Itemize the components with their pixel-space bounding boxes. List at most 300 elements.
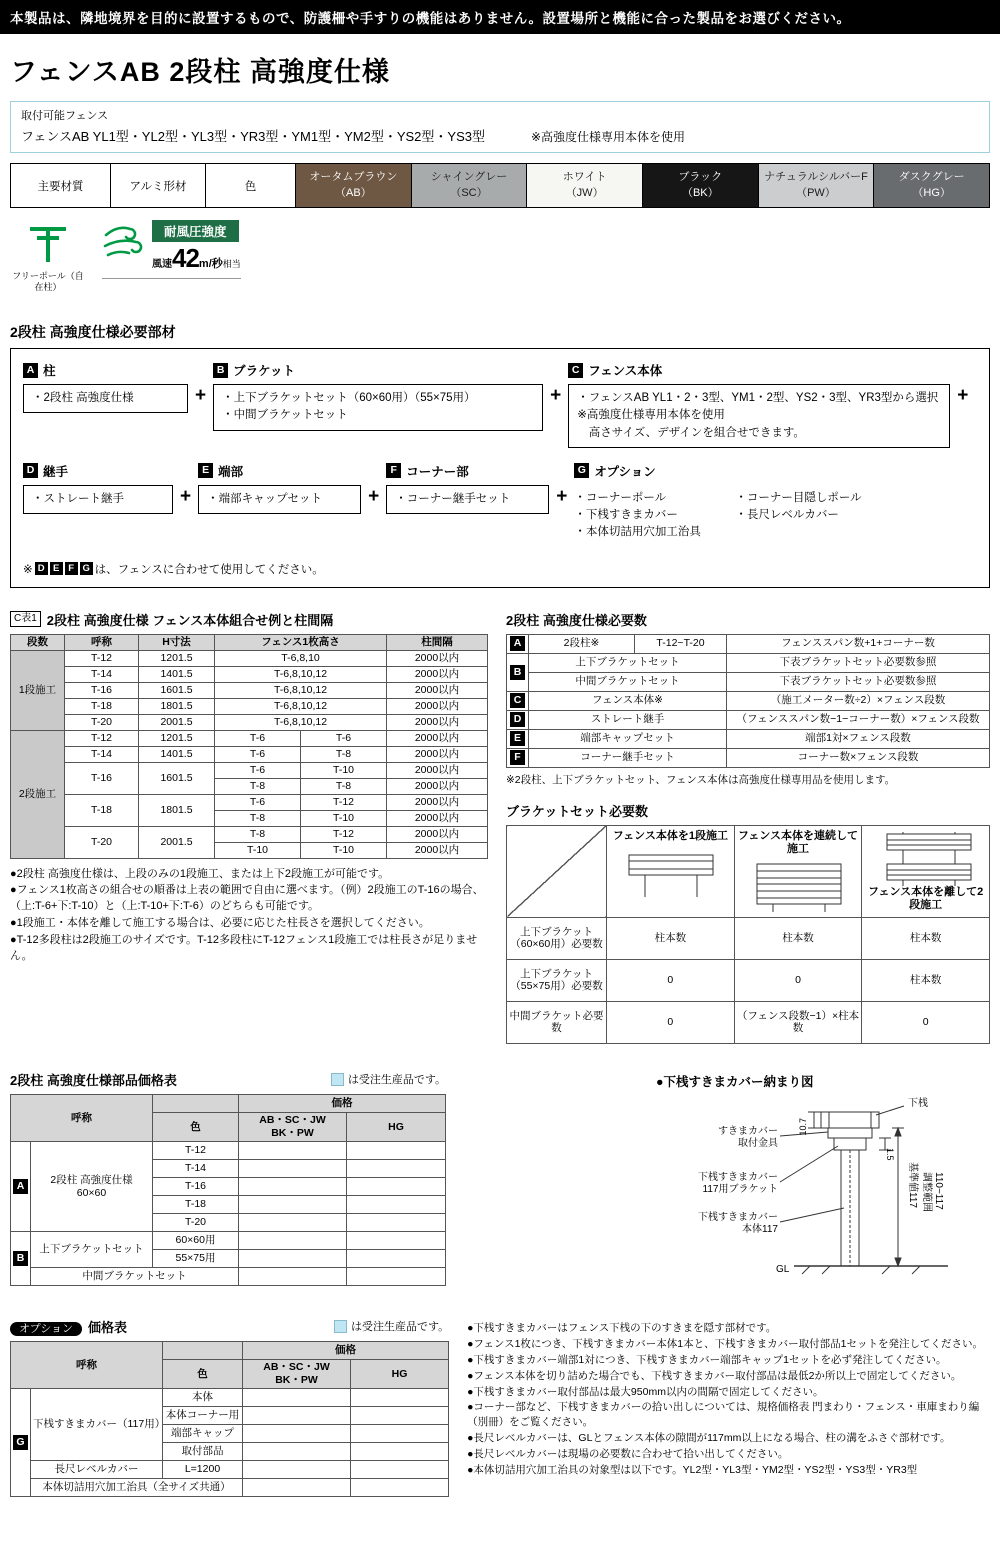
color-swatch xyxy=(758,164,874,208)
diagonal-cell xyxy=(507,825,607,917)
cell: 2000以内 xyxy=(387,794,488,810)
dim-10-7: 10.7 xyxy=(798,1117,808,1136)
letter-badge: F xyxy=(510,750,525,765)
made-to-order-legend xyxy=(334,1318,449,1334)
color-name: ナチュラルシルバーF xyxy=(764,170,868,183)
col-header: H寸法 xyxy=(139,634,215,650)
price-cell xyxy=(243,1479,351,1497)
table-row xyxy=(507,710,990,729)
cell: フェンス本体※ xyxy=(529,691,727,710)
part-items xyxy=(23,485,173,514)
fence-separated-diagram xyxy=(873,832,983,886)
part-group-header xyxy=(386,462,549,480)
cell: T-6 xyxy=(215,762,301,778)
cell: コーナー数×フェンス段数 xyxy=(727,748,990,767)
col-header: フェンス1枚高さ xyxy=(215,634,387,650)
options-section xyxy=(10,1317,990,1497)
letter-cell xyxy=(11,1142,31,1232)
cell: 2000以内 xyxy=(387,746,488,762)
col-header-label: フェンス本体を連続して施工 xyxy=(737,829,859,855)
wind-text-block xyxy=(152,220,241,274)
cell: （フェンススパン数−1−コーナー数）×フェンス段数 xyxy=(727,710,990,729)
label-gl: GL xyxy=(776,1263,790,1275)
cell: T-18 xyxy=(65,698,139,714)
color-swatch xyxy=(527,164,643,208)
cover-detail-drawing xyxy=(476,1092,976,1292)
table-row xyxy=(507,917,990,959)
option-price-header xyxy=(10,1317,449,1336)
note-item: ●コーナー部など、下桟すきまカバーの拾い出しについては、規格価格表 門まわり・フェンス・車庫まわり編（別冊）をご覧ください。 xyxy=(467,1401,980,1429)
size-cell: T-20 xyxy=(153,1214,239,1232)
item-name-line: 2段柱 高強度仕様 xyxy=(50,1173,133,1186)
part-title: ブラケット xyxy=(233,364,295,378)
wind-value-line xyxy=(152,243,241,274)
cell: 1401.5 xyxy=(139,746,215,762)
row-label: 中間ブラケット必要数 xyxy=(507,1001,607,1043)
plus-sign: + xyxy=(180,485,192,507)
note-item: ●1段施工・本体を離して施工する場合は、必要に応じた柱長さを選択してください。 xyxy=(10,917,430,930)
price-cell xyxy=(351,1479,449,1497)
color-swatch xyxy=(874,164,990,208)
size-cell: 55×75用 xyxy=(153,1250,239,1268)
price-cell xyxy=(347,1250,446,1268)
cell: T-6 xyxy=(215,730,301,746)
part-item: ・端部キャップセット xyxy=(207,492,322,505)
price-cell xyxy=(243,1443,351,1461)
part-letter: A xyxy=(23,363,38,378)
cell: T-8 xyxy=(215,778,301,794)
cell: 柱本数 xyxy=(734,917,862,959)
col-header: 柱間隔 xyxy=(387,634,488,650)
cell: 2000以内 xyxy=(387,650,488,666)
required-parts-box xyxy=(10,348,990,588)
bottom-notes xyxy=(467,1321,990,1497)
part-group-fence-body xyxy=(568,361,950,448)
letter-cell xyxy=(11,1389,31,1497)
table-header-row xyxy=(507,825,990,917)
plus-sign: + xyxy=(556,485,568,507)
combo-table-title-row xyxy=(10,610,488,629)
price-table-title: 2段柱 高強度仕様部品価格表 xyxy=(10,1072,177,1088)
dim-1-5: 1.5 xyxy=(885,1147,895,1161)
part-item: ・中間ブラケットセット xyxy=(222,409,348,422)
part-item: ・2段柱 高強度仕様 xyxy=(32,392,134,404)
compatible-fence-box xyxy=(10,101,990,153)
size-cell: T-18 xyxy=(153,1196,239,1214)
required-qty-title xyxy=(506,610,990,629)
cell: T-16 xyxy=(65,762,139,794)
cell: 2000以内 xyxy=(387,698,488,714)
col-header: 呼称 xyxy=(11,1341,163,1388)
bracket-qty-table xyxy=(506,825,990,1044)
option-price-column xyxy=(10,1317,449,1497)
cell: 1401.5 xyxy=(139,666,215,682)
cell: T-20 xyxy=(65,826,139,858)
price-cell xyxy=(243,1389,351,1407)
parts-note xyxy=(23,561,977,577)
part-item: 高さサイズ、デザインを組合せできます。 xyxy=(577,426,805,439)
parts-row-1 xyxy=(23,361,977,448)
plus-sign: + xyxy=(195,385,207,406)
price-section xyxy=(10,1070,990,1295)
cell: 2000以内 xyxy=(387,826,488,842)
part-group-bracket xyxy=(213,361,543,431)
legend-swatch xyxy=(334,1320,347,1333)
combo-column xyxy=(10,610,488,1044)
part-items xyxy=(568,384,950,448)
color-name: オータムブラウン xyxy=(309,170,398,183)
cell: 0 xyxy=(607,1001,735,1043)
cell: 2000以内 xyxy=(387,762,488,778)
table-tag: C表1 xyxy=(10,611,41,627)
letter-cell xyxy=(507,634,529,653)
cell: T-8 xyxy=(215,826,301,842)
cell: T-6,8,10,12 xyxy=(215,714,387,730)
page-title: フェンスAB 2段柱 高強度仕様 xyxy=(10,57,390,87)
cell: T-20 xyxy=(65,714,139,730)
cell: T-6 xyxy=(215,746,301,762)
cell: 柱本数 xyxy=(862,917,990,959)
table-row xyxy=(507,748,990,767)
freepole-badge xyxy=(12,220,84,294)
letter-badge: B xyxy=(510,665,525,680)
price-cell xyxy=(239,1196,347,1214)
part-group-end xyxy=(198,462,361,514)
cell: T-18 xyxy=(65,794,139,826)
part-group-options xyxy=(574,462,904,547)
required-qty-note: ※2段柱、上下ブラケットセット、フェンス本体は高強度仕様専用品を使用します。 xyxy=(506,773,896,786)
letter-badge: E xyxy=(510,731,525,746)
wind-speed-value: 42 xyxy=(172,243,199,273)
note-item: ●下桟すきまカバーはフェンス下桟の下のすきまを隠す部材です。 xyxy=(467,1321,777,1334)
price-cell xyxy=(347,1160,446,1178)
price-cell xyxy=(243,1407,351,1425)
letter-badge: F xyxy=(65,562,78,575)
cell: T-6 xyxy=(301,730,387,746)
label-bracket-2: 117用ブラケット xyxy=(702,1183,778,1195)
compatible-fence-note: ※高強度仕様専用本体を使用 xyxy=(530,130,686,144)
letter-cell xyxy=(507,710,529,729)
part-group-header xyxy=(213,361,543,379)
part-title: 端部 xyxy=(218,464,244,479)
plus-sign: + xyxy=(550,385,562,406)
cell: 2000以内 xyxy=(387,666,488,682)
table-row xyxy=(11,1232,446,1250)
note-item: ●フェンス本体を切り詰めた場合でも、下桟すきまカバー取付部品は最低2か所以上で固定してください。 xyxy=(467,1369,962,1382)
col-header-label: フェンス本体を離して2段施工 xyxy=(868,885,984,911)
price-cell xyxy=(351,1425,449,1443)
cell: 1201.5 xyxy=(139,650,215,666)
price-table xyxy=(10,1094,446,1286)
part-item: ・コーナーポール xyxy=(574,491,667,504)
required-qty-column xyxy=(506,610,990,1044)
letter-cell xyxy=(507,748,529,767)
table-row xyxy=(11,698,488,714)
label-fitting-1: すきまカバー xyxy=(718,1125,778,1137)
wind-icon xyxy=(102,220,146,264)
cell: （フェンス段数−1）×柱本数 xyxy=(734,1001,862,1043)
part-group-header xyxy=(23,361,188,379)
material-color-table xyxy=(10,163,990,208)
letter-badge: G xyxy=(80,562,93,575)
cell: T-8 xyxy=(301,778,387,794)
note-item: ●本体切詰用穴加工治具の対象型は以下です。YL2型・YL3型・YM2型・YS2型・YS3型・YR3型 xyxy=(467,1464,918,1477)
price-cell xyxy=(239,1160,347,1178)
note-item: ●長尺レベルカバーは現場の必要数に合わせて拾い出してください。 xyxy=(467,1448,789,1461)
part-item: ・本体切詰用穴加工治具 xyxy=(574,526,701,539)
cell: 1801.5 xyxy=(139,794,215,826)
part-title: オプション xyxy=(594,464,656,479)
price-cell xyxy=(239,1178,347,1196)
col-header: 呼称 xyxy=(11,1094,153,1141)
part-item: ・長尺レベルカバー xyxy=(735,509,839,521)
note-item: ●長尺レベルカバーは、GLとフェンス本体の隙間が117mm以上になる場合、柱の溝をふさぐ部材です。 xyxy=(467,1432,951,1445)
col-header: HG xyxy=(351,1359,449,1388)
cell: T-12 xyxy=(65,730,139,746)
item-name: 上下ブラケットセット xyxy=(31,1232,153,1268)
size-cell: 端部キャップ xyxy=(163,1425,243,1443)
material-value: アルミ形材 xyxy=(111,164,206,208)
cell: 2001.5 xyxy=(139,714,215,730)
part-item: ・下桟すきまカバー xyxy=(574,509,678,521)
table-row xyxy=(507,691,990,710)
table-row xyxy=(11,794,488,810)
cover-detail-diagram xyxy=(476,1070,976,1295)
required-qty-heading: 2段柱 高強度仕様必要数 xyxy=(506,612,647,628)
row-label: 上下ブラケット（60×60用）必要数 xyxy=(507,917,607,959)
note-item: ●フェンス1枚につき、下桟すきまカバー本体1本と、下桟すきまカバー取付部品1セットを発注してください。 xyxy=(467,1337,983,1350)
part-title: コーナー部 xyxy=(406,464,469,479)
letter-badge: B xyxy=(13,1251,28,1266)
color-swatch xyxy=(642,164,758,208)
required-parts-heading: 2段柱 高強度仕様必要部材 xyxy=(10,324,176,340)
color-name: シャイングレー xyxy=(430,170,508,183)
compatible-fence-label: 取付可能フェンス xyxy=(21,110,109,122)
cell: T-14 xyxy=(65,666,139,682)
cell: 2000以内 xyxy=(387,842,488,858)
cell: T-12 xyxy=(65,650,139,666)
table-row xyxy=(11,714,488,730)
col-header: HG xyxy=(347,1112,446,1141)
letter-badge: D xyxy=(510,712,525,727)
table-row xyxy=(11,1268,446,1286)
col-header xyxy=(862,825,990,917)
option-price-title xyxy=(10,1317,127,1336)
size-cell: 60×60用 xyxy=(153,1232,239,1250)
feature-badges xyxy=(12,220,988,306)
size-cell: 取付部品 xyxy=(163,1443,243,1461)
price-cell xyxy=(351,1407,449,1425)
part-item: ・コーナー目隠しポール xyxy=(735,491,862,504)
part-group-corner xyxy=(386,462,549,514)
parts-row-2 xyxy=(23,462,977,547)
col-header xyxy=(239,1112,347,1141)
label-cover-body-2: 本体117 xyxy=(742,1223,778,1235)
part-item: ・フェンスAB YL1・2・3型、YM1・2型、YS2・3型、YR3型から選択 xyxy=(577,392,939,404)
letter-cell xyxy=(507,691,529,710)
part-item: ※高強度仕様専用本体を使用 xyxy=(577,409,725,422)
cell: ストレート継手 xyxy=(529,710,727,729)
col-header-label: フェンス本体を1段施工 xyxy=(612,829,728,842)
label-bracket-1: 下桟すきまカバー xyxy=(698,1171,778,1183)
color-label: 色 xyxy=(206,164,296,208)
part-group-joint xyxy=(23,462,173,514)
table-row xyxy=(507,653,990,672)
color-code: （PW） xyxy=(796,186,836,199)
color-group-label: AB・SC・JW xyxy=(259,1113,326,1126)
part-letter: G xyxy=(574,463,589,478)
cell: 0 xyxy=(862,1001,990,1043)
item-name: 下桟すきまカバー（117用） xyxy=(31,1389,163,1461)
cell: T-10 xyxy=(301,810,387,826)
wind-suffix: 相当 xyxy=(222,259,241,269)
part-items xyxy=(23,384,188,413)
cell: 端部1対×フェンス段数 xyxy=(727,729,990,748)
col-header: 色 xyxy=(163,1359,243,1388)
freepole-label: フリーポール（自在柱） xyxy=(12,271,84,293)
col-header-blank xyxy=(153,1094,239,1112)
note-item: ●2段柱 高強度仕様は、上段のみの1段施工、または上下2段施工が可能です。 xyxy=(10,867,390,880)
item-name: 長尺レベルカバー xyxy=(31,1461,163,1479)
plus-sign: + xyxy=(957,385,969,406)
cell: 中間ブラケットセット xyxy=(529,672,727,691)
table-row xyxy=(11,1142,446,1160)
wind-prefix: 風速 xyxy=(152,259,172,270)
cell: 0 xyxy=(734,959,862,1001)
table-header-row xyxy=(11,1341,449,1359)
col-header: 色 xyxy=(153,1112,239,1141)
part-letter: F xyxy=(386,463,401,478)
table-header-row xyxy=(11,634,488,650)
letter-cell xyxy=(11,1232,31,1286)
price-cell xyxy=(351,1389,449,1407)
note-item: ●下桟すきまカバー取付部品は最大950mm以内の間隔で固定してください。 xyxy=(467,1385,824,1398)
table-row xyxy=(11,1461,449,1479)
combo-notes xyxy=(10,867,488,966)
price-cell xyxy=(239,1214,347,1232)
table-row xyxy=(11,826,488,842)
part-group-post xyxy=(23,361,188,413)
price-cell xyxy=(347,1214,446,1232)
cell: T-8 xyxy=(215,810,301,826)
part-item: ・コーナー継手セット xyxy=(395,492,511,505)
price-cell xyxy=(347,1268,446,1286)
table-row xyxy=(11,1389,449,1407)
letter-badge: D xyxy=(35,562,48,575)
cell: 下表ブラケットセット必要数参照 xyxy=(727,672,990,691)
cell: 1801.5 xyxy=(139,698,215,714)
cell: 2000以内 xyxy=(387,682,488,698)
part-letter: E xyxy=(198,463,213,478)
legend-swatch xyxy=(331,1073,344,1086)
table-row xyxy=(507,959,990,1001)
size-cell: L=1200 xyxy=(163,1461,243,1479)
freepole-icon xyxy=(25,220,71,266)
table-row xyxy=(507,1001,990,1043)
color-code: （SC） xyxy=(450,186,488,199)
cell: 1201.5 xyxy=(139,730,215,746)
price-cell xyxy=(347,1196,446,1214)
table-row xyxy=(11,164,990,208)
cell: 2段柱※ xyxy=(529,634,635,653)
color-code: （AB） xyxy=(334,186,372,199)
col-header xyxy=(734,825,862,917)
part-letter: C xyxy=(568,363,583,378)
letter-cell xyxy=(507,653,529,691)
price-cell xyxy=(243,1425,351,1443)
note-text: は、フェンスに合わせて使用してください。 xyxy=(94,563,324,576)
cell: 2000以内 xyxy=(387,810,488,826)
color-group-label: BK・PW xyxy=(275,1374,318,1386)
cell: T-12 xyxy=(301,826,387,842)
cell: 2000以内 xyxy=(387,778,488,794)
color-group-label: BK・PW xyxy=(271,1127,314,1139)
item-name: 本体切詰用穴加工治具（全サイズ共通） xyxy=(31,1479,243,1497)
cell: T-10 xyxy=(301,762,387,778)
material-label: 主要材質 xyxy=(11,164,111,208)
price-table-header xyxy=(10,1070,446,1089)
group-label: 2段施工 xyxy=(11,730,65,858)
part-letter: B xyxy=(213,363,228,378)
table-row xyxy=(11,682,488,698)
part-letter: D xyxy=(23,463,38,478)
cell: コーナー継手セット xyxy=(529,748,727,767)
option-tag: オプション xyxy=(10,1322,82,1336)
col-header: 段数 xyxy=(11,634,65,650)
table-header-row xyxy=(11,1094,446,1112)
cell: T-12 xyxy=(301,794,387,810)
row-label: 上下ブラケット（55×75用）必要数 xyxy=(507,959,607,1001)
table-row xyxy=(11,762,488,778)
part-group-header xyxy=(198,462,361,480)
size-cell: T-16 xyxy=(153,1178,239,1196)
cell: 2000以内 xyxy=(387,714,488,730)
cell: 下表ブラケットセット必要数参照 xyxy=(727,653,990,672)
letter-cell xyxy=(507,729,529,748)
cell: T-8 xyxy=(301,746,387,762)
price-cell xyxy=(243,1461,351,1479)
compatible-fence-models: フェンスAB YL1型・YL2型・YL3型・YR3型・YM1型・YM2型・YS2型・YS3型 xyxy=(21,129,485,144)
color-name: ブラック xyxy=(678,170,723,183)
letter-badge: A xyxy=(13,1179,28,1194)
item-name xyxy=(31,1142,153,1232)
cell: 柱本数 xyxy=(862,959,990,1001)
fence-single-diagram xyxy=(615,847,725,901)
part-group-header xyxy=(568,361,950,379)
price-cell xyxy=(347,1232,446,1250)
cell: T-10 xyxy=(215,842,301,858)
price-cell xyxy=(239,1142,347,1160)
table-row xyxy=(507,729,990,748)
label-bottom-rail: 下桟 xyxy=(908,1097,928,1109)
cell: T-6,8,10,12 xyxy=(215,682,387,698)
part-group-header xyxy=(23,462,173,480)
cell: T-16 xyxy=(65,682,139,698)
note-item: ●下桟すきまカバー端部1対につき、下桟すきまカバー端部キャップ1セットを必ず発注してください。 xyxy=(467,1353,947,1366)
label-range-values: 110~117 xyxy=(933,1171,944,1210)
label-fitting-2: 取付金具 xyxy=(738,1137,778,1149)
color-swatch xyxy=(411,164,527,208)
note-item: ●フェンス1枚高さの組合せの順番は上表の範囲で自由に選べます。（例）2段施工のT-16の場合、（上:T-6+下:T-10）と（上:T-10+下:T-6）のどちらも可能です。 xyxy=(10,884,484,913)
table-row xyxy=(11,666,488,682)
size-cell: 本体 xyxy=(163,1389,243,1407)
cell: 1601.5 xyxy=(139,682,215,698)
part-items xyxy=(386,485,549,514)
price-cell xyxy=(239,1268,347,1286)
size-cell: T-14 xyxy=(153,1160,239,1178)
legend-text: は受注生産品です。 xyxy=(347,1074,446,1087)
letter-badge: G xyxy=(13,1435,28,1450)
